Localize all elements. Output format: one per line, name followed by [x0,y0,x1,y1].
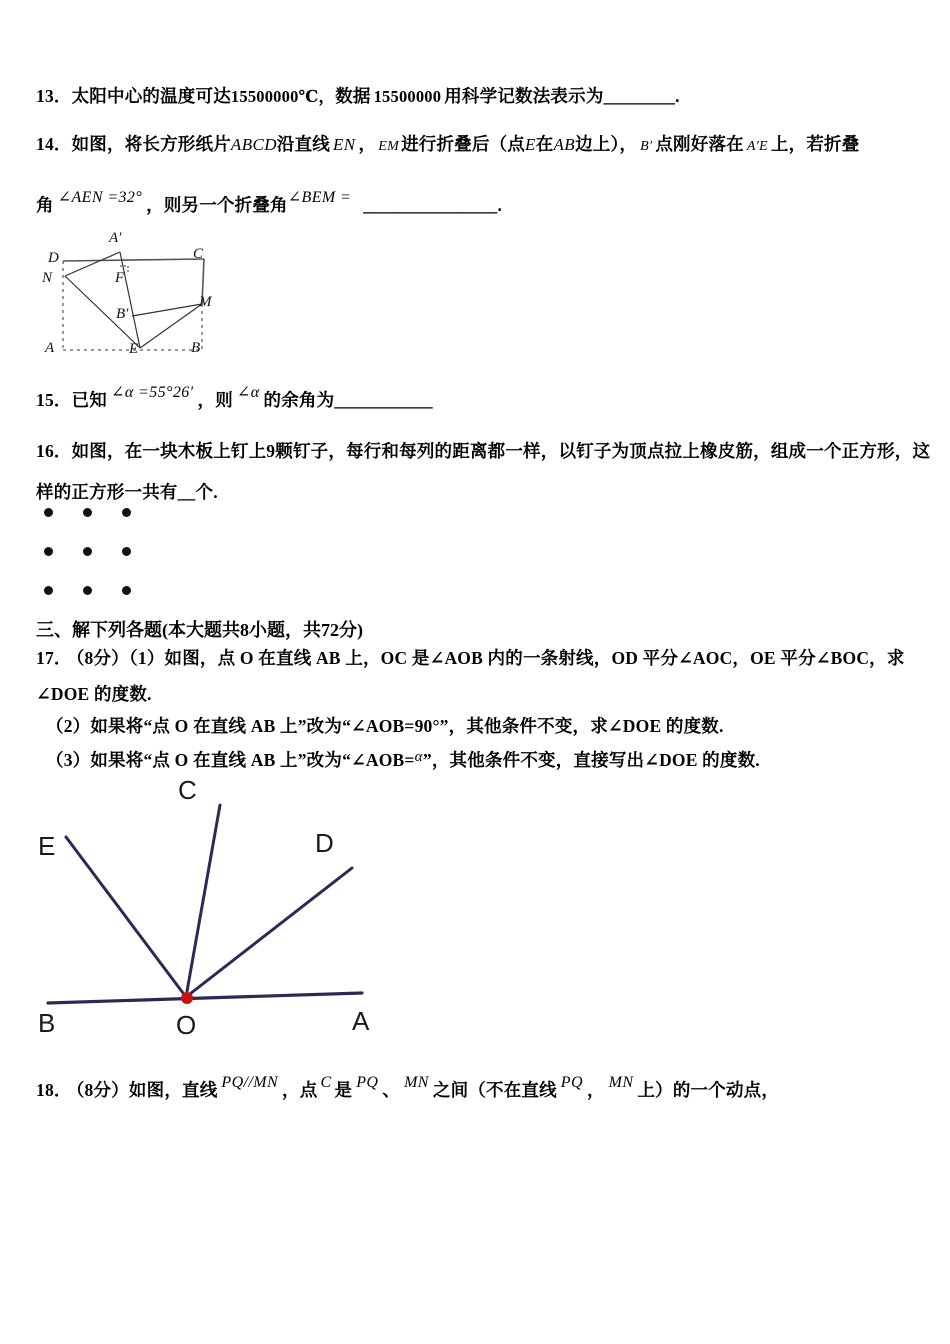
q14-math-abcd: ABCD [230,135,277,154]
q18-math-pq-parallel-mn: PQ//MN [221,1074,279,1091]
q14-l1-c: ， [358,134,377,154]
q14-math-ab: AB [553,135,576,154]
grid-dot [44,508,53,517]
question-18 [36,1074,780,1100]
q18-math-mn-2: MN [608,1074,634,1091]
figure-14-label-A-prime: A′ [109,230,122,246]
q15-math-alpha-value: ∠α =55°26′ [111,384,194,401]
figure-17-label-C: C [178,775,197,805]
question-17-part-1-line-2 [36,686,152,704]
grid-dot [44,547,53,556]
q14-math-angle-bem: ∠BEM = [287,189,352,206]
q14-number: 14． [36,134,72,154]
q18-marks: （8分） [75,1080,129,1100]
figure-14-label-A: A [45,340,55,356]
q14-l1-e: 在 [535,134,554,154]
q17-part-3-text-b: ”，其他条件不变，直接写出∠DOE 的度数. [422,750,760,770]
figure-14-svg [36,228,286,373]
q14-answer-blank[interactable]: _______________ [363,195,498,215]
question-16-line-1 [36,443,930,461]
q15-text-b: ，则 [197,390,233,410]
q18-math-pq-2: PQ [560,1074,583,1091]
figure-17-label-O: O [176,1010,197,1040]
q16-line-2-text[interactable]: 样的正方形一共有__个. [36,482,218,502]
question-15 [36,384,433,410]
figure-17-label-B: B [38,1008,56,1038]
figure-17-label-D: D [315,828,334,858]
figure-14-label-B-prime: B′ [116,306,129,322]
q18-math-pq-1: PQ [356,1074,379,1091]
grid-dot [44,586,53,595]
grid-dot [83,508,92,517]
q17-part-3-text-a: 如果将“点 O 在直线 AB 上”改为“∠AOB= [90,750,415,770]
q18-number: 18． [36,1080,72,1100]
q14-l1-f: 边上）， [575,134,638,154]
line-BA [48,993,362,1003]
q14-l2-a: 角 [36,195,54,215]
q18-text-e: 之间（不在直线 [432,1080,557,1100]
q18-text-f: ， [586,1080,605,1100]
question-14-line-2 [36,189,503,215]
grid-dot [83,586,92,595]
q14-math-en: EN [333,135,356,154]
q13-value-2: 15500000 [373,87,442,106]
q13-period: . [675,86,680,106]
q17-part-1-line-1-text: 如图，点 O 在直线 AB 上，OC 是∠AOB 内的一条射线，OD 平分∠AOC，OE 平分∠BOC，求 [164,648,905,668]
q18-text-c: 是 [334,1080,353,1100]
q13-text-mid: 数据 [335,86,371,106]
question-16-line-2 [36,484,218,502]
q14-l1-d: 进行折叠后（点 [401,134,525,154]
grid-dot [83,547,92,556]
q14-math-angle-aen: ∠AEN =32° [57,189,143,206]
question-17-part-3 [46,749,760,770]
figure-17-label-E: E [38,831,56,861]
q16-line-1-text: 如图，在一块木板上钉上9颗钉子，每行和每列的距离都一样，以钉子为顶点拉上橡皮筋，组成一个正方形，这 [71,441,931,461]
q14-l1-a: 如图，将长方形纸片 [71,134,231,154]
ray-OC [186,805,220,997]
q18-text-g: 上）的一个动点， [637,1080,780,1100]
q16-number: 16． [36,441,72,461]
grid-dot [122,547,131,556]
q17-part-2-label: （2） [46,716,91,736]
figure-14-label-N: N [42,270,53,286]
q18-math-mn-1: MN [404,1074,429,1091]
q13-answer-blank[interactable]: ________ [603,86,676,106]
q17-part-2-text: 如果将“点 O 在直线 AB 上”改为“∠AOB=90°”，其他条件不变，求∠DOE 的度数. [90,716,724,736]
q15-number: 15． [36,390,72,410]
q17-number: 17． [36,648,72,668]
question-17-part-1-line-1 [36,650,905,668]
figure-14-label-M: M [199,294,212,310]
figure-14-label-D: D [48,250,59,266]
q18-math-c: C [320,1074,332,1091]
figure-14-label-E: E [129,341,139,357]
q14-l1-g: 点刚好落在 [655,134,744,154]
q18-text-b: ，点 [282,1080,318,1100]
vertex-dot-O [181,992,193,1004]
grid-dot [122,508,131,517]
figure-14-label-F: F [115,270,125,286]
q14-math-e: E [524,135,536,154]
q17-part-1-line-2-text: ∠DOE 的度数. [36,684,152,704]
segment-DC [63,259,204,261]
question-14-line-1 [36,136,859,154]
segment-Bprime-M [132,304,202,316]
q17-part-3-label: （3） [46,750,91,770]
segment-N-E [65,276,140,348]
q14-l2-period: . [497,195,503,215]
q15-math-alpha: ∠α [236,384,260,401]
q13-value-1: 15500000℃， [230,87,336,106]
segment-N-Aprime [65,252,120,276]
q18-text-d: 、 [382,1080,401,1100]
segment-Aprime-E [120,252,140,348]
q18-text-a: 如图，直线 [128,1080,218,1100]
q13-text-after: 用科学记数法表示为 [444,86,604,106]
section-header-three: 三、解下列各题(本大题共8小题，共72分) [36,620,363,640]
ray-OD [186,868,352,997]
figure-17-label-A: A [352,1006,370,1036]
q13-text-before: 太阳中心的温度可达 [71,86,231,106]
q14-math-bprime: B′ [640,139,653,154]
q14-math-em: EM [378,139,400,154]
figure-14-label-B: B [191,340,201,356]
q14-math-aprime-e: A′E [746,139,768,154]
q13-number: 13． [36,86,72,106]
ray-OE [66,837,186,997]
q17-marks: （8分） [75,648,129,668]
q17-part-1-label: （1） [128,648,165,668]
q15-text-c: 的余角为 [263,390,335,410]
question-13 [36,88,680,106]
figure-folded-rectangle [36,228,286,373]
question-17-part-2 [46,718,724,736]
q14-l1-h: 上，若折叠 [770,134,860,154]
q15-text-a: 已知 [71,390,108,410]
figure-angle-rays [30,775,420,1050]
q14-l1-b: 沿直线 [276,134,331,154]
q17-part-3-alpha: α [414,749,423,765]
grid-dot [122,586,131,595]
figure-nine-dot-grid [44,508,174,608]
q14-l2-b: ，则另一个折叠角 [146,195,288,215]
q15-answer-blank[interactable]: ___________ [334,390,433,410]
figure-14-label-C: C [193,246,204,262]
